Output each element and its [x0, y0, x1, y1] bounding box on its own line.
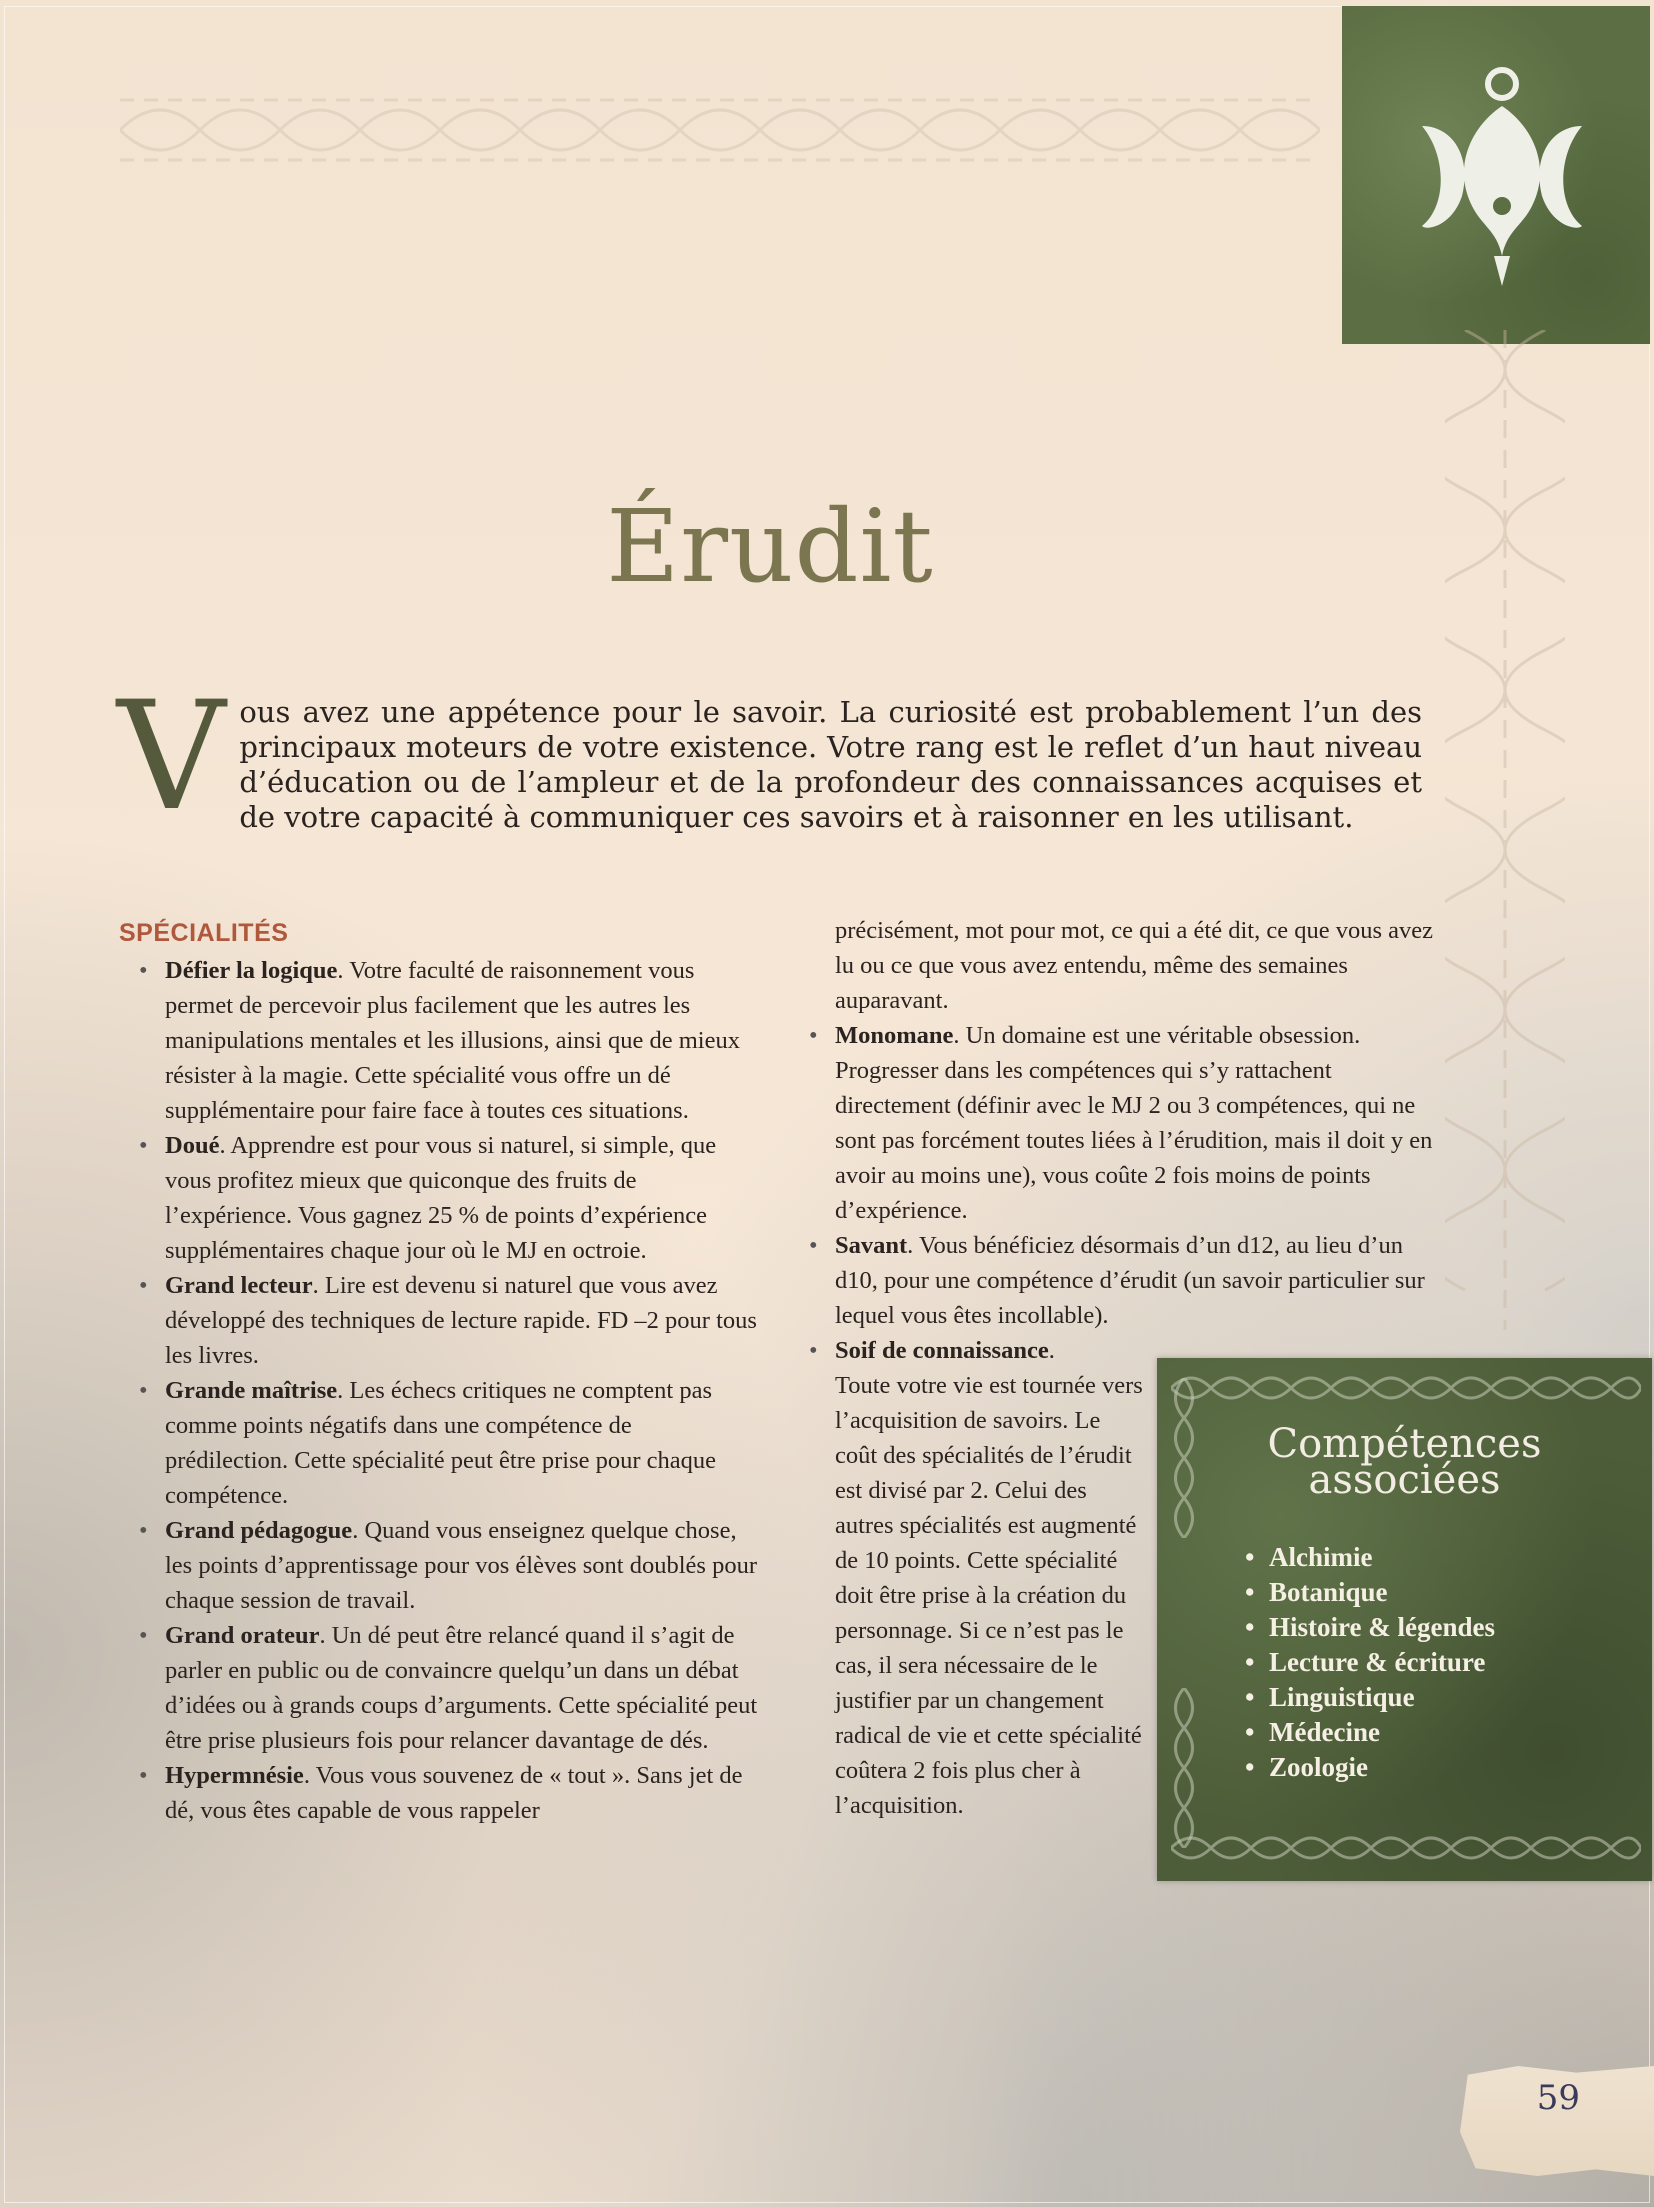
box-knotwork-side-bottom	[1167, 1688, 1201, 1848]
moon-emblem-icon	[1402, 56, 1602, 306]
box-knotwork-bottom	[1171, 1828, 1641, 1868]
list-item: • Linguistique	[1245, 1680, 1495, 1715]
page-number: 59	[1536, 2078, 1580, 2118]
list-item: • Savant. Vous bénéficiez désormais d’un d12, au lieu d’un d10, pour une compétence d’érudit (un savoir particulier sur lequel vous êtes incollable).	[808, 1228, 1448, 1333]
list-item: • Monomane. Un domaine est une véritable obsession. Progresser dans les compétences qui s’y rattachent directement (définir avec le MJ 2 ou 3 compétences, qui ne sont pas forcément toutes liées à l’érudition, mais il doit y en avoir au moins une), vous coûte 2 fois moins de points d’expérience.	[808, 1018, 1448, 1228]
list-item: • Grand pédagogue. Quand vous enseignez quelque chose, les points d’apprentissage pour vos élèves sont doublés pour chaque session de travail.	[119, 1513, 759, 1618]
list-item: • Grand lecteur. Lire est devenu si naturel que vous avez développé des techniques de lecture rapide. FD –2 pour tous les livres.	[119, 1268, 759, 1373]
list-item: • Médecine	[1245, 1715, 1495, 1750]
competences-list	[1245, 1540, 1495, 1785]
list-item: • Zoologie	[1245, 1750, 1495, 1785]
list-item: • Alchimie	[1245, 1540, 1495, 1575]
soif-paragraph: Toute votre vie est tournée vers l’acquisition de savoirs. Le coût des spécialités de l’érudit est divisé par 2. Celui des autres spécialités est augmenté de 10 points. Cette spécialité doit être prise à la création du personnage. Si ce n’est pas le cas, il sera nécessaire de le justifier par un changement radical de vie et cette spécialité coûtera 2 fois plus cher à l’acquisition.	[835, 1372, 1143, 1819]
specialites-list	[119, 953, 759, 1828]
corner-emblem-block	[1342, 6, 1650, 344]
continuation-paragraph: précisément, mot pour mot, ce qui a été dit, ce que vous avez lu ou ce que vous avez entendu, même des semaines auparavant.	[835, 917, 1434, 1014]
page-title: Érudit	[606, 488, 934, 605]
list-item: • Doué. Apprendre est pour vous si naturel, si simple, que vous profitez mieux que quiconque des fruits de l’expérience. Vous gagnez 25 % de points d’expérience supplémentaires chaque jour où le MJ en octroie.	[119, 1128, 759, 1268]
knotwork-top-band	[120, 70, 1320, 190]
section-heading-specialites: SPÉCIALITÉS	[119, 919, 289, 947]
intro-text: ous avez une appétence pour le savoir. La curiosité est probablement l’un des principaux moteurs de votre existence. Votre rang est le reflet d’un haut niveau d’éducation ou de l’ampleur et de la profondeur des connaissances acquises et de votre capacité à communiquer ces savoirs et à raisonner en les utilisant.	[239, 695, 1422, 834]
list-item: • Grande maîtrise. Les échecs critiques ne comptent pas comme points négatifs dans une compétence de prédilection. Cette spécialité peut être prise pour chaque compétence.	[119, 1373, 759, 1513]
intro-paragraph	[117, 670, 1422, 844]
competences-title: Compétences associées	[1267, 1421, 1542, 1503]
list-item: • Grand orateur. Un dé peut être relancé quand il s’agit de parler en public ou de convaincre quelqu’un dans un débat d’idées ou à grands coups d’arguments. Cette spécialité peut être prise plusieurs fois pour relancer davantage de dés.	[119, 1618, 759, 1758]
list-item: • Hypermnésie. Vous vous souvenez de « tout ». Sans jet de dé, vous êtes capable de vous rappeler	[119, 1758, 759, 1828]
competences-sidebar-box	[1157, 1358, 1652, 1881]
list-item: • Botanique	[1245, 1575, 1495, 1610]
knotwork-side-column	[1445, 330, 1565, 1330]
list-item: • Défier la logique. Votre faculté de raisonnement vous permet de percevoir plus facilement que les autres les manipulations mentales et les illusions, ainsi que de mieux résister à la magie. Cette spécialité vous offre un dé supplémentaire pour faire face à toutes ces situations.	[119, 953, 759, 1128]
list-item: • Lecture & écriture	[1245, 1645, 1495, 1680]
left-column	[119, 913, 759, 1828]
box-knotwork-top	[1171, 1368, 1641, 1408]
drop-cap: V	[117, 670, 226, 844]
list-item: • Soif de connaissance.	[808, 1333, 1448, 1368]
list-item: • Histoire & légendes	[1245, 1610, 1495, 1645]
specialites-list-continued	[808, 1018, 1448, 1368]
